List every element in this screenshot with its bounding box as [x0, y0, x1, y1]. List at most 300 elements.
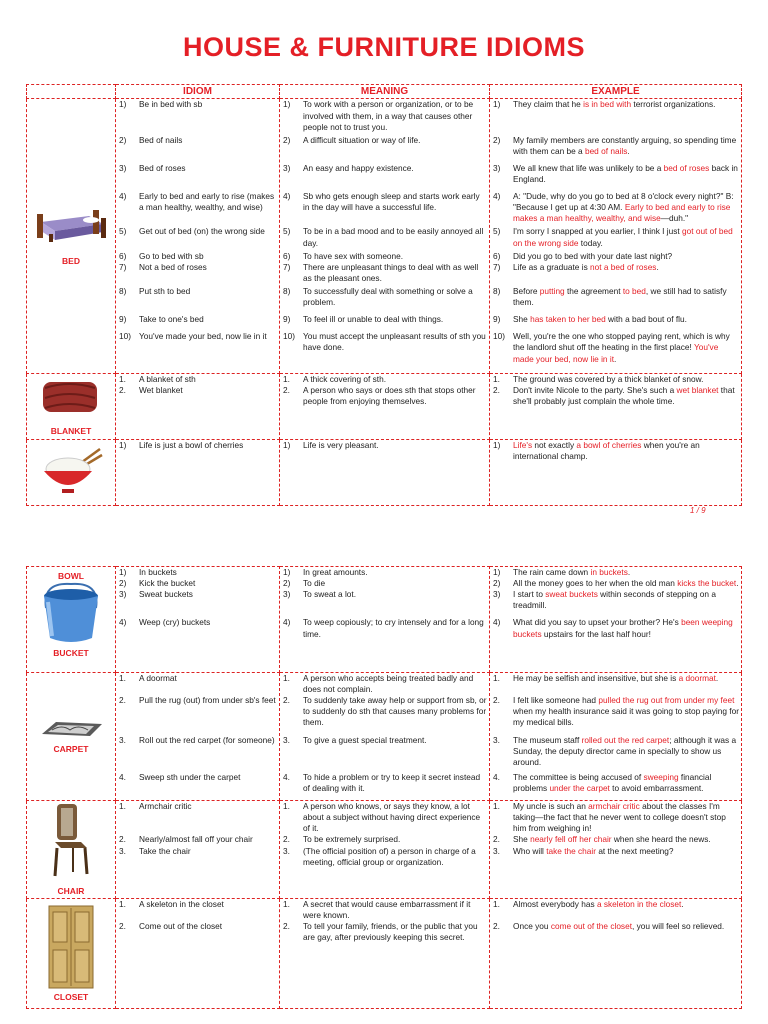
example-text [513, 191, 739, 224]
example-segment: My family members are constantly arguing, so spending time with them can be a [513, 134, 737, 156]
idiom-item [119, 617, 277, 639]
idiom-text: Come out of the closet [139, 921, 223, 932]
example-text [513, 314, 739, 325]
example-segment: . [715, 673, 719, 683]
example-segment: The ground was covered by a thick blanket of snow. [513, 373, 704, 384]
idiom-item [119, 801, 277, 834]
closet-icon [47, 904, 95, 990]
example-item [493, 695, 739, 728]
idiom-item [119, 567, 277, 578]
bowl-image-cell [27, 439, 116, 505]
item-number: 1. [493, 801, 500, 812]
idiom-item [119, 286, 277, 308]
item-number: 1) [119, 99, 127, 110]
idiom-text: Weep (cry) buckets [139, 617, 211, 628]
example-item [493, 735, 739, 768]
item-number: 4. [119, 771, 126, 782]
item-number: 6) [119, 250, 127, 261]
meaning-item [283, 801, 487, 834]
meaning-text: You must accept the unpleasant results of sth you have done. [303, 331, 486, 353]
meaning-item [283, 262, 487, 284]
carpet-icon [38, 718, 104, 740]
example-segment: . [627, 145, 630, 156]
section-row-closet [27, 899, 742, 1009]
meaning-item [283, 695, 487, 728]
example-segment: , we still had to satisfy them. [513, 286, 727, 308]
item-number: 10) [119, 331, 131, 342]
item-number: 2. [493, 834, 500, 845]
meaning-item [283, 578, 487, 589]
example-segment: Did you go to bed with your date last night? [513, 250, 673, 261]
example-text [513, 374, 739, 385]
idiom-highlight: a bowl of cherries [576, 439, 642, 450]
item-number: 4) [493, 191, 501, 202]
idiom-text: A blanket of sth [139, 373, 196, 384]
example-segment: Don't invite Nicole to the party. She's such a [513, 384, 677, 395]
item-number: 1. [119, 899, 126, 910]
item-number: 4. [283, 771, 290, 782]
example-item [493, 262, 739, 284]
item-number: 10) [493, 331, 505, 342]
carpet-image-cell [27, 673, 116, 801]
item-number: 9) [283, 314, 291, 325]
rice-bowl-icon [38, 447, 104, 497]
idiom-text: Sweep sth under the carpet [139, 771, 241, 782]
item-number: 3. [493, 734, 500, 745]
meaning-text: A person who accepts being treated badly and does not complain. [303, 673, 474, 695]
example-segment: The committee is being accused of [513, 771, 644, 782]
example-segment: at the next meeting? [596, 845, 674, 856]
bed-idioms [116, 99, 280, 373]
example-segment: Life as a graduate is [513, 261, 591, 272]
meaning-text: To give a guest special treatment. [303, 734, 427, 745]
example-item [493, 834, 739, 845]
item-number: 5) [119, 226, 127, 237]
blanket-meanings [280, 373, 490, 439]
item-number: 4) [283, 617, 291, 628]
meaning-item [283, 135, 487, 157]
item-number: 2) [283, 578, 291, 589]
example-text [513, 262, 739, 284]
idiom-text: In buckets [139, 567, 177, 577]
blanket-icon [39, 376, 103, 420]
idiom-item [119, 262, 277, 284]
example-segment: They claim that he [513, 99, 584, 110]
idiom-item [119, 226, 277, 248]
item-number: 2) [119, 578, 127, 589]
meaning-text: In great amounts. [303, 567, 368, 577]
example-text [513, 385, 739, 407]
meaning-text: A person who says or does sth that stops other people from enjoying themselves. [303, 384, 476, 406]
example-item [493, 374, 739, 385]
blanket-idioms [116, 373, 280, 439]
idiom-item [119, 695, 277, 728]
section-row-chair [27, 801, 742, 899]
meaning-item [283, 331, 487, 364]
idiom-text: Sweat buckets [139, 589, 193, 600]
example-text [513, 440, 739, 462]
example-item [493, 846, 739, 868]
item-number: 8) [119, 286, 127, 297]
item-number: 1) [283, 99, 291, 110]
meaning-item [283, 226, 487, 248]
example-segment: back in England. [513, 162, 738, 185]
idiom-text: Bed of nails [139, 134, 183, 145]
idiom-item [119, 331, 277, 364]
example-segment: Who will [513, 845, 547, 856]
item-number: 2. [283, 921, 290, 932]
item-number: 2. [119, 921, 126, 932]
meaning-item [283, 589, 487, 611]
example-item [493, 99, 739, 132]
meaning-text: To work with a person or organization, or to be involved with them, in a way that causes other people not to trust you. [303, 99, 474, 132]
bowl-examples [490, 439, 742, 505]
example-item [493, 921, 739, 943]
idiom-item [119, 673, 277, 695]
item-number: 1) [283, 567, 291, 577]
item-number: 4) [493, 617, 501, 628]
meaning-item [283, 374, 487, 385]
idiom-highlight: bed of roses [663, 162, 710, 173]
example-segment: not exactly [532, 439, 577, 450]
item-number: 1. [283, 673, 290, 683]
item-number: 8) [283, 286, 291, 297]
meaning-text: A secret that would cause embarrassment if it were known. [303, 899, 471, 921]
example-segment: when she heard the news. [611, 834, 711, 845]
chair-examples [490, 801, 742, 899]
example-segment: . [681, 899, 684, 910]
meaning-item [283, 191, 487, 224]
idiom-highlight: rolled out the red carpet [581, 734, 670, 745]
example-text [513, 846, 739, 868]
example-text [513, 834, 739, 845]
meaning-item [283, 314, 487, 325]
idiom-text: Wet blanket [139, 384, 183, 395]
item-number: 3) [493, 162, 501, 173]
closet-meanings [280, 899, 490, 1009]
example-item [493, 567, 739, 578]
item-number: 4) [119, 191, 127, 202]
example-text [513, 99, 739, 132]
idiom-highlight: nearly fell off her chair [530, 834, 612, 845]
item-number: 4) [119, 617, 127, 628]
closet-idioms [116, 899, 280, 1009]
meaning-text: An easy and happy existence. [303, 162, 414, 173]
meaning-item [283, 99, 487, 132]
example-text [513, 801, 739, 834]
example-text [513, 163, 739, 185]
example-text [513, 567, 739, 578]
example-segment: today. [578, 237, 603, 248]
meaning-item [283, 846, 487, 868]
idiom-highlight: got out of bed on the wrong side [513, 226, 733, 248]
idiom-item [119, 163, 277, 185]
example-text [513, 135, 739, 157]
idiom-item [119, 834, 277, 845]
item-number: 3) [119, 162, 127, 173]
example-segment: I'm sorry I snapped at you earlier, I think I just [513, 226, 682, 237]
example-segment: What did you say to upset your brother? He's [513, 617, 682, 628]
item-number: 1. [283, 801, 290, 812]
meaning-item [283, 921, 487, 943]
example-segment: The rain came down [513, 567, 591, 577]
item-number: 9) [119, 314, 127, 325]
closet-image-cell [27, 899, 116, 1009]
example-segment: when you're an international champ. [513, 439, 700, 461]
example-segment: Once you [513, 921, 551, 932]
item-number: 1. [493, 899, 500, 910]
meaning-text: To successfully deal with something or solve a problem. [303, 286, 473, 308]
item-number: 2. [283, 834, 290, 845]
example-segment: with a bad bout of flu. [605, 314, 687, 325]
example-item [493, 191, 739, 224]
item-number: 2. [119, 834, 126, 845]
idiom-text: Go to bed with sb [139, 250, 204, 261]
idiom-item [119, 135, 277, 157]
example-text [513, 578, 739, 589]
item-number: 3. [119, 845, 126, 856]
item-number: 2. [283, 384, 290, 395]
item-number: 2) [493, 134, 501, 145]
meaning-text: A person who knows, or says they know, a lot about a subject without having direct experience of it. [303, 801, 481, 834]
closet-examples [490, 899, 742, 1009]
idiom-text: A skeleton in the closet [139, 899, 224, 910]
bucket-idioms [116, 567, 280, 673]
bowl-label: BOWL [58, 571, 84, 581]
item-number: 7) [119, 261, 127, 272]
chair-idioms [116, 801, 280, 899]
example-segment: I start to [513, 589, 546, 600]
item-number: 1. [493, 673, 500, 683]
bucket-label: BUCKET [53, 648, 89, 659]
item-number: 7) [493, 261, 501, 272]
section-row-bowl [27, 439, 742, 505]
idiom-text: Not a bed of roses [139, 261, 207, 272]
meaning-text: To weep copiously; to cry intensely and for a long time. [303, 617, 484, 639]
chair-icon [51, 802, 91, 878]
bed-image-cell [27, 99, 116, 373]
example-item [493, 331, 739, 364]
meaning-text: To die [303, 578, 326, 589]
example-segment: Well, you're the one who stopped paying rent, which is why the landlord shut off the heating in the first place! [513, 331, 730, 353]
page-indicator: 1 / 9 [690, 506, 706, 515]
item-number: 2) [493, 578, 501, 589]
item-number: 1) [283, 439, 291, 450]
idiom-item [119, 899, 277, 921]
example-segment: My uncle is such an [513, 801, 589, 812]
item-number: 1. [119, 373, 126, 384]
idiom-highlight: kicks the bucket [677, 578, 737, 589]
item-number: 3. [493, 845, 500, 856]
idiom-item [119, 578, 277, 589]
bed-meanings [280, 99, 490, 373]
meaning-item [283, 617, 487, 639]
item-number: 1) [119, 439, 127, 450]
meaning-text: To be extremely surprised. [303, 834, 401, 845]
header-blank [27, 85, 116, 99]
example-item [493, 578, 739, 589]
meaning-text: To be in a bad mood and to be easily annoyed all day. [303, 226, 484, 248]
item-number: 1. [493, 373, 500, 384]
carpet-meanings [280, 673, 490, 801]
example-text [513, 735, 739, 768]
example-segment: He may be selfish and insensitive, but she is [513, 673, 679, 683]
header-idiom: IDIOM [116, 85, 280, 99]
example-text [513, 589, 739, 611]
example-segment: She [513, 834, 531, 845]
bed-label: BED [62, 256, 80, 267]
example-segment: that she'll probably just complain the whole time. [513, 384, 735, 406]
idiom-text: Kick the bucket [139, 578, 196, 589]
idiom-highlight: a skeleton in the closet [596, 899, 682, 910]
idiom-highlight: in buckets [590, 567, 628, 577]
idiom-text: Early to bed and early to rise (makes a man healthy, wealthy, and wise) [139, 191, 275, 213]
example-item [493, 286, 739, 308]
meaning-item [283, 899, 487, 921]
example-text [513, 695, 739, 728]
idiom-text: Bed of roses [139, 162, 186, 173]
item-number: 2. [119, 695, 126, 706]
example-segment: . [736, 578, 739, 589]
bucket-examples [490, 567, 742, 673]
meaning-item [283, 735, 487, 768]
section-row-blanket [27, 373, 742, 439]
example-item [493, 163, 739, 185]
meaning-item [283, 673, 487, 695]
idiom-highlight: not a bed of roses [590, 261, 657, 272]
idiom-highlight: under the carpet [549, 782, 610, 793]
example-segment: when my health insurance said it was going to stop paying for my medical bills. [513, 706, 739, 728]
idiom-item [119, 772, 277, 794]
meaning-text: There are unpleasant things to deal with as well as the pleasant ones. [303, 261, 479, 283]
idiom-highlight: pulled the rug out from under my feet [598, 695, 735, 706]
idiom-table-page-1 [26, 84, 742, 506]
example-item [493, 589, 739, 611]
idiom-highlight: You've made your bed, now lie in it [513, 342, 719, 364]
idiom-item [119, 385, 277, 407]
meaning-item [283, 772, 487, 794]
example-segment: —duh." [660, 213, 689, 224]
example-segment: The museum staff [513, 734, 582, 745]
idiom-highlight: putting [539, 286, 565, 297]
item-number: 3) [283, 162, 291, 173]
example-item [493, 314, 739, 325]
item-number: 2) [119, 134, 127, 145]
example-text [513, 673, 739, 695]
example-item [493, 135, 739, 157]
meaning-text: To suddenly take away help or support from sb, or to suddenly do sth that causes many problems for them. [303, 695, 487, 728]
idiom-text: Be in bed with sb [139, 99, 203, 110]
idiom-text: You've made your bed, now lie in it [139, 331, 267, 342]
item-number: 2. [493, 921, 500, 932]
idiom-item [119, 846, 277, 868]
blanket-examples [490, 373, 742, 439]
example-text [513, 921, 739, 943]
example-segment: terrorist organizations. [631, 99, 716, 110]
meaning-text: (The official position of) a person in charge of a meeting, official group or organization. [303, 845, 476, 867]
meaning-text: To tell your family, friends, or the public that you are gay, after previously keeping this secret. [303, 921, 478, 943]
item-number: 4. [493, 771, 500, 782]
meaning-text: Life is very pleasant. [303, 439, 379, 450]
closet-label: CLOSET [53, 991, 89, 1002]
example-segment: All the money goes to her when the old man [513, 578, 678, 589]
item-number: 1. [119, 801, 126, 812]
chair-label: CHAIR [57, 885, 85, 896]
item-number: 3. [119, 734, 126, 745]
example-segment: A: "Dude, why do you go to bed at 8 o'clock every night?" B: "Because I get up at 4:30 AM. [513, 191, 734, 213]
bed-icon [33, 204, 109, 244]
item-number: 6) [493, 250, 501, 261]
item-number: 1. [119, 673, 126, 683]
meaning-item [283, 567, 487, 578]
idiom-text: Pull the rug (out) from under sb's feet [139, 695, 276, 706]
item-number: 2. [119, 384, 126, 395]
example-item [493, 251, 739, 262]
meaning-item [283, 286, 487, 308]
item-number: 5) [493, 226, 501, 237]
example-item [493, 899, 739, 921]
section-row-bucket [27, 567, 742, 673]
idiom-item [119, 99, 277, 132]
idiom-highlight: Early to bed and early to rise makes a man healthy, wealthy, and wise [513, 202, 731, 224]
example-segment: Almost everybody has [513, 899, 597, 910]
example-segment: She [513, 314, 531, 325]
idiom-text: Get out of bed (on) the wrong side [139, 226, 265, 237]
bed-examples [490, 99, 742, 373]
item-number: 4) [283, 191, 291, 202]
idiom-text: Armchair critic [139, 801, 192, 812]
meaning-text: A difficult situation or way of life. [303, 134, 421, 145]
idiom-highlight: sweat buckets [545, 589, 598, 600]
bowl-idioms [116, 439, 280, 505]
example-segment: about the classes I'm taking—the fact that he never went to college doesn't stop him from weighing in! [513, 801, 726, 834]
item-number: 8) [493, 286, 501, 297]
item-number: 3) [283, 589, 291, 600]
example-item [493, 617, 739, 639]
item-number: 7) [283, 261, 291, 272]
section-row-bed [27, 99, 742, 373]
item-number: 1) [119, 567, 127, 577]
example-segment: Before [513, 286, 540, 297]
carpet-idioms [116, 673, 280, 801]
meaning-text: A thick covering of sth. [303, 373, 387, 384]
example-item [493, 772, 739, 794]
item-number: 5) [283, 226, 291, 237]
example-segment: . [614, 353, 617, 364]
example-segment: , you will feel so relieved. [632, 921, 725, 932]
idiom-highlight: come out of the closet [550, 921, 632, 932]
item-number: 6) [283, 250, 291, 261]
idiom-highlight: been weeping buckets [513, 617, 733, 639]
item-number: 2. [493, 695, 500, 706]
example-item [493, 673, 739, 695]
item-number: 2) [283, 134, 291, 145]
meaning-text: Sb who gets enough sleep and starts work early in the day will have a successful life. [303, 191, 480, 213]
example-item [493, 385, 739, 407]
example-segment: ; although it was a Sunday, the deputy director came in specially to show us around. [513, 734, 737, 767]
idiom-item [119, 251, 277, 262]
example-text [513, 226, 739, 248]
idiom-highlight: sweeping [643, 771, 679, 782]
item-number: 1. [283, 373, 290, 384]
idiom-text: Put sth to bed [139, 286, 191, 297]
item-number: 3) [493, 589, 501, 600]
idiom-highlight: is in bed with [583, 99, 632, 110]
meaning-text: To hide a problem or try to keep it secret instead of dealing with it. [303, 771, 481, 793]
idiom-item [119, 735, 277, 768]
example-text [513, 286, 739, 308]
chair-meanings [280, 801, 490, 899]
